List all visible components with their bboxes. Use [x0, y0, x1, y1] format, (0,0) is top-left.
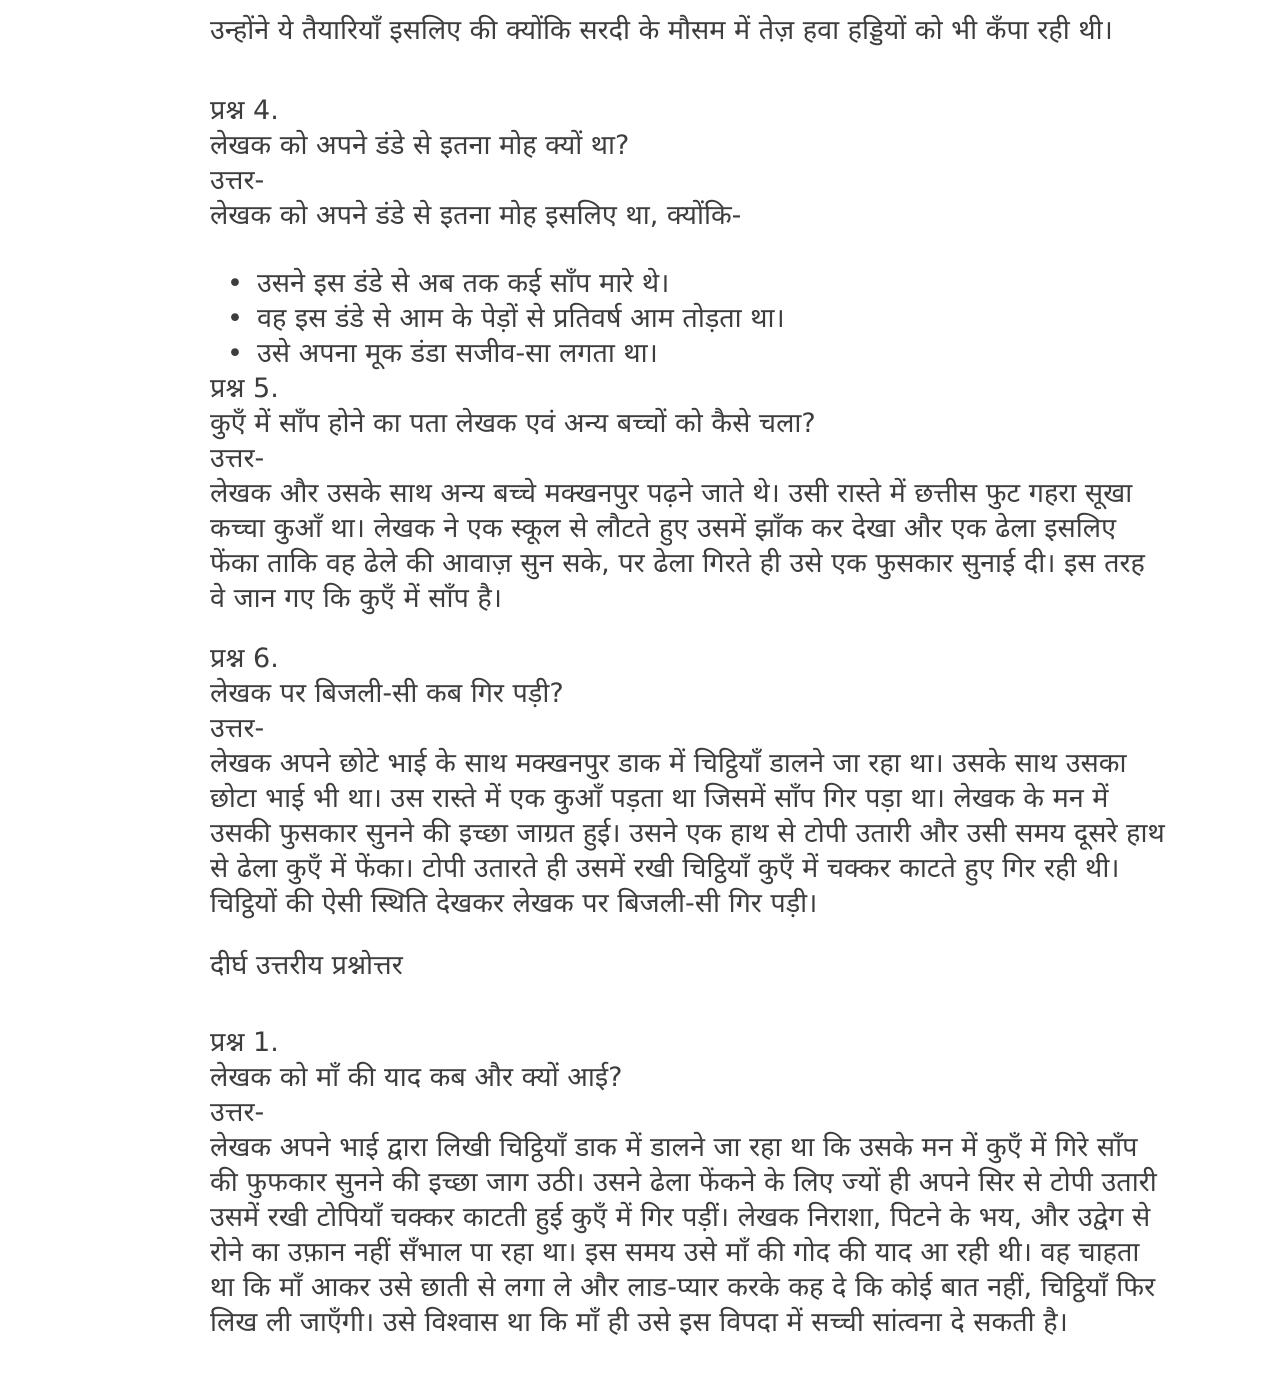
question-text: लेखक को अपने डंडे से इतना मोह क्यों था? [210, 130, 630, 161]
answer-label: उत्तर- [210, 443, 265, 474]
qa-block-q6 [210, 641, 1167, 921]
question-number: प्रश्न 5. [210, 373, 279, 404]
question-text: लेखक को माँ की याद कब और क्यों आई? [210, 1062, 623, 1093]
answer-label: उत्तर- [210, 713, 265, 744]
question-text: लेखक पर बिजली-सी कब गिर पड़ी? [210, 678, 564, 709]
answer-bullet-list [210, 266, 1167, 371]
answer-text: लेखक अपने छोटे भाई के साथ मक्खनपुर डाक में चिट्ठियाँ डालने जा रहा था। उसके साथ उसका छोटा भाई भी था। उस रास्ते में एक कुआँ पड़ता था जिसमें साँप गिर पड़ा था। लेखक के मन में उसकी फुसकार सुनने की इच्छा जाग्रत हुई। उसने एक हाथ से टोपी उतारी और उसी समय दूसरे हाथ से ढेला कुएँ में फेंका। टोपी उतारते ही उसमें रखी चिट्ठियाँ कुएँ में चक्कर काटते हुए गिर रही थी। चिट्ठियों की ऐसी स्थिति देखकर लेखक पर बिजली-सी गिर पड़ी। [210, 748, 1165, 919]
answer-text: लेखक और उसके साथ अन्य बच्चे मक्खनपुर पढ़ने जाते थे। उसी रास्ते में छत्तीस फुट गहरा सूखा कच्चा कुआँ था। लेखक ने एक स्कूल से लौटते हुए उसमें झाँक कर देखा और एक ढेला इसलिए फेंका ताकि वह ढेले की आवाज़ सुन सके, पर ढेला गिरते ही उसे एक फुसकार सुनाई दी। इस तरह वे जान गए कि कुएँ में साँप है। [210, 478, 1145, 614]
list-item: • वह इस डंडे से आम के पेड़ों से प्रतिवर्ष आम तोड़ता था। [210, 301, 1167, 336]
question-number: प्रश्न 4. [210, 95, 279, 126]
section-heading-long-answers: दीर्घ उत्तरीय प्रश्नोत्तर [210, 950, 403, 981]
answer-intro-text: लेखक को अपने डंडे से इतना मोह इसलिए था, क्योंकि- [210, 200, 742, 231]
list-item: • उसने इस डंडे से अब तक कई साँप मारे थे। [210, 266, 1167, 301]
qa-block-long-q1 [210, 1025, 1167, 1340]
answer-label: उत्तर- [210, 165, 265, 196]
qa-block-q5 [210, 371, 1167, 616]
question-number: प्रश्न 6. [210, 643, 279, 674]
answer-text: लेखक अपने भाई द्वारा लिखी चिट्ठियाँ डाक में डालने जा रहा था कि उसके मन में कुएँ में गिरे साँप की फुफकार सुनने की इच्छा जाग उठी। उसने ढेला फेंकने के लिए ज्यों ही अपने सिर से टोपी उतारी उसमें रखी टोपियाँ चक्कर काटती हुई कुएँ में गिर पड़ीं। लेखक निराशा, पिटने के भय, और उद्वेग से रोने का उफ़ान नहीं सँभाल पा रहा था। इस समय उसे माँ की गोद की याद आ रही थी। वह चाहता था कि माँ आकर उसे छाती से लगा ले और लाड-प्यार करके कह दे कि कोई बात नहीं, चिट्ठियाँ फिर लिख ली जाएँगी। उसे विश्वास था कि माँ ही उसे इस विपदा में सच्ची सांत्वना दे सकती है। [210, 1132, 1157, 1338]
qa-block-q4 [210, 93, 1167, 233]
question-text: कुएँ में साँप होने का पता लेखक एवं अन्य बच्चों को कैसे चला? [210, 408, 816, 439]
intro-paragraph: उन्होंने ये तैयारियाँ इसलिए की क्योंकि सरदी के मौसम में तेज़ हवा हड्डियों को भी कँपा रही थी। [210, 15, 1113, 46]
question-number: प्रश्न 1. [210, 1027, 279, 1058]
answer-label: उत्तर- [210, 1097, 265, 1128]
list-item: • उसे अपना मूक डंडा सजीव-सा लगता था। [210, 336, 1167, 371]
